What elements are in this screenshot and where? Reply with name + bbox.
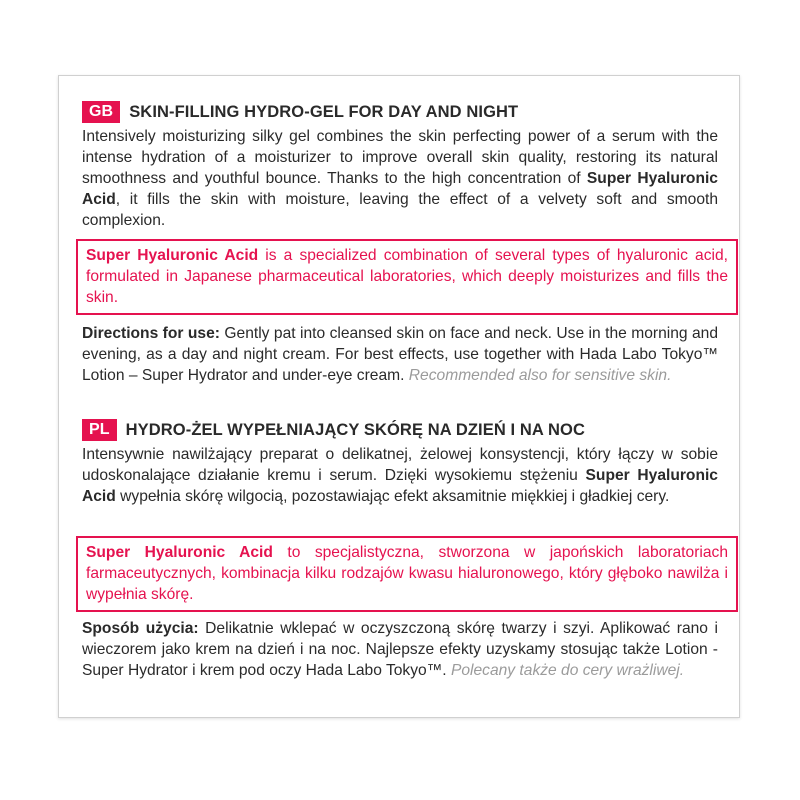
ingredient-callout-pl xyxy=(76,536,738,612)
description-gb-highlight: Super Hyaluronic Acid xyxy=(82,170,718,208)
callout-pl-highlight: Super Hyaluronic Acid xyxy=(86,544,273,561)
section-polish xyxy=(82,418,728,679)
description-pl-text-end: wypełnia skórę wilgocią, pozostawiając efekt aksamitnie miękkiej i gładkiej cery. xyxy=(115,488,670,505)
directions-gb xyxy=(82,323,718,386)
description-gb-text-end: , it fills the skin with moisture, leaving the effect of a velvety soft and smooth complexion. xyxy=(82,191,718,229)
section-title-pl: HYDRO-ŻEL WYPEŁNIAJĄCY SKÓRĘ NA DZIEŃ I NA NOC xyxy=(125,420,585,439)
recommendation-note-pl: Polecany także do cery wrażliwej. xyxy=(450,662,685,679)
description-pl-highlight: Super Hyaluronic Acid xyxy=(82,467,718,505)
callout-gb-text: is a specialized combination of several types of hyaluronic acid, formulated in Japanese pharmaceutical laboratories, which deeply moisturizes and fills the skin. xyxy=(86,247,728,306)
callout-gb-highlight: Super Hyaluronic Acid xyxy=(86,247,259,264)
section-english xyxy=(82,100,728,384)
directions-gb-text: Gently pat into cleansed skin on face and neck. Use in the morning and evening, as a day and night cream. For best effects, use together with Hada Labo Tokyo™ Lotion – Super Hydrator and under-eye cream. xyxy=(82,325,718,384)
language-badge-gb: GB xyxy=(82,101,120,123)
directions-pl xyxy=(82,618,718,681)
section-heading-gb xyxy=(82,100,722,124)
directions-pl-label: Sposób użycia: xyxy=(82,620,199,637)
description-gb xyxy=(82,126,718,231)
callout-pl-text: to specjalistyczna, stworzona w japońskich laboratoriach farmaceutycznych, kombinacja kilku rodzajów kwasu hialuronowego, który głęboko nawilża i wypełnia skórę. xyxy=(86,544,728,603)
section-title-gb: SKIN-FILLING HYDRO-GEL FOR DAY AND NIGHT xyxy=(129,102,519,121)
section-heading-pl xyxy=(82,418,722,442)
recommendation-note-gb: Recommended also for sensitive skin. xyxy=(408,367,672,384)
description-gb-text: Intensively moisturizing silky gel combines the skin perfecting power of a serum with the intense hydration of a moisturizer to improve overall skin quality, restoring its natural smoothness and youthful bounce. Thanks to the high concentration of xyxy=(82,128,718,187)
description-pl-text: Intensywnie nawilżający preparat o delikatnej, żelowej konsystencji, który łączy w sobie udoskonalające działanie kremu i serum. Dzięki wysokiemu stężeniu xyxy=(82,446,718,484)
description-pl xyxy=(82,444,718,507)
language-badge-pl: PL xyxy=(82,419,117,441)
directions-pl-text: Delikatnie wklepać w oczyszczoną skórę twarzy i szyi. Aplikować rano i wieczorem jako krem na dzień i na noc. Najlepsze efekty uzyskamy stosując także Lotion - Super Hydrator i krem pod oczy Hada Labo Tokyo™. xyxy=(82,620,718,679)
directions-gb-label: Directions for use: xyxy=(82,325,220,342)
ingredient-callout-gb xyxy=(76,239,738,315)
